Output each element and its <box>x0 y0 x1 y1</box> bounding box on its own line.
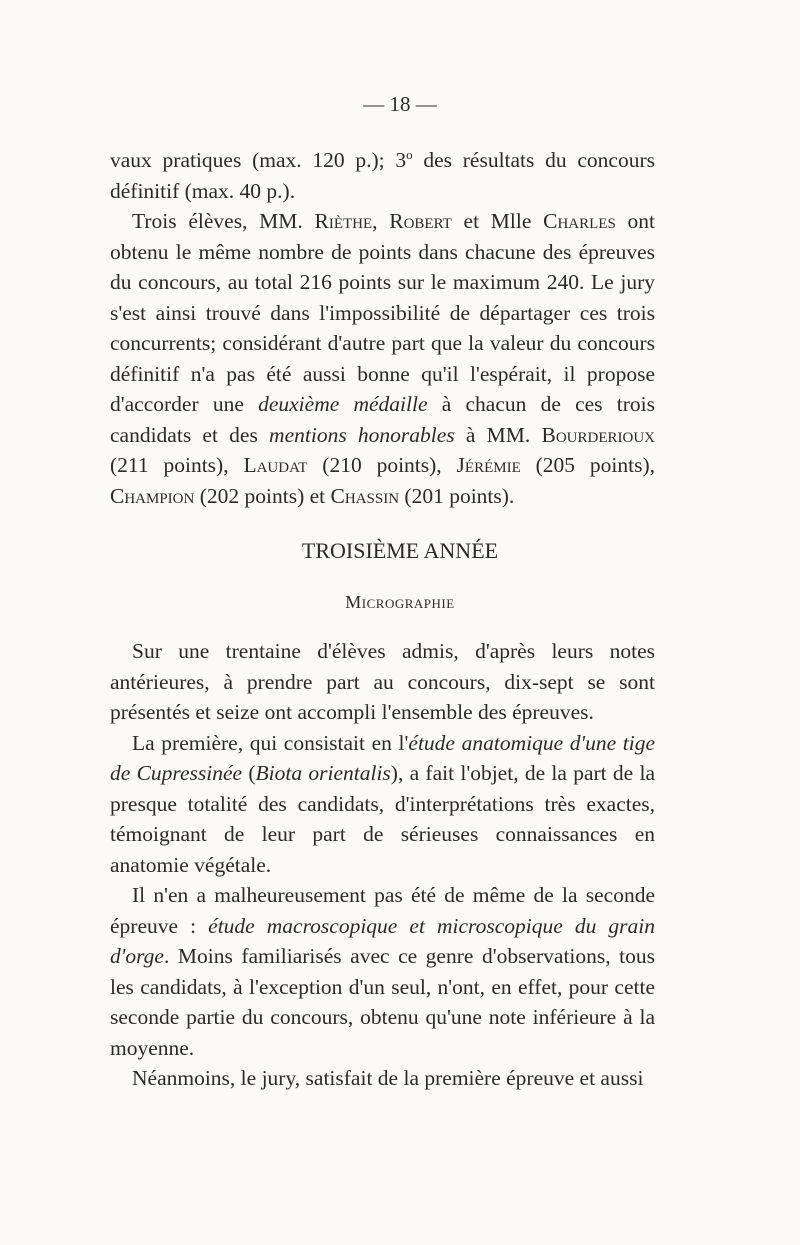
section-title: TROISIÈME ANNÉE <box>301 538 499 563</box>
paragraph-1: vaux pratiques (max. 120 p.); 3$^o$ des résultats du concours définitif (max. 40 p.). <box>110 147 655 203</box>
paragraph-6: Néanmoins, le jury, satisfait de la première épreuve et aussi <box>132 1066 644 1090</box>
subsection-title: Micrographie <box>345 592 455 612</box>
text-block-bottom <box>110 636 655 1094</box>
name-charles: Charles <box>543 209 616 234</box>
text-block-top <box>110 140 655 511</box>
name-riethe: Rièthe <box>314 209 373 234</box>
page-number: — 18 — <box>363 92 437 116</box>
name-chassin: Chassin <box>330 483 400 508</box>
paragraph-3: Sur une trentaine d'élèves admis, d'après leurs notes antérieures, à prendre part au concours, dix-sept se sont présentés et seize ont accompli l'ensemble des épreuves. <box>110 639 655 724</box>
paragraph-4: La première, qui consistait en l'étude anatomique d'une tige de Cupressinée (Biota orientalis), a fait l'objet, de la part de la presque totalité des candidats, d'interprétations très exactes, témoignant de leur part de sérieuses connaissances en anatomie végétale. <box>110 730 655 877</box>
name-jeremie: Jérémie <box>456 453 521 478</box>
paragraph-2: Trois élèves, MM. Rièthe, Robert et Mlle Charles ont obtenu le même nombre de points dans chacune des épreuves du concours, au total 216 points sur le maximum 240. Le jury s'est ainsi trouvé dans l'impossibilité de départager ces trois concurrents; considérant d'autre part que la valeur du concours définitif n'a pas été aussi bonne qu'il l'espérait, il propose d'accorder une deuxième médaille à chacun de ces trois candidats et des mentions honorables à MM. Bourderioux (211 points), Laudat (210 points), Jérémie (205 points), Champion (202 points) et Chassin (201 points). <box>110 209 656 508</box>
paragraph-5: Il n'en a malheureusement pas été de même de la seconde épreuve : étude macroscopique et microscopique du grain d'orge. Moins familiarisés avec ce genre d'observations, tous les candidats, à l'exception d'un seul, n'ont, en effet, pour cette seconde partie du concours, obtenu qu'une note inférieure à la moyenne. <box>110 883 655 1060</box>
name-bourderioux: Bourderioux <box>541 422 655 447</box>
name-laudat: Laudat <box>243 453 308 478</box>
name-robert: Robert <box>389 209 452 234</box>
name-champion: Champion <box>110 483 195 508</box>
